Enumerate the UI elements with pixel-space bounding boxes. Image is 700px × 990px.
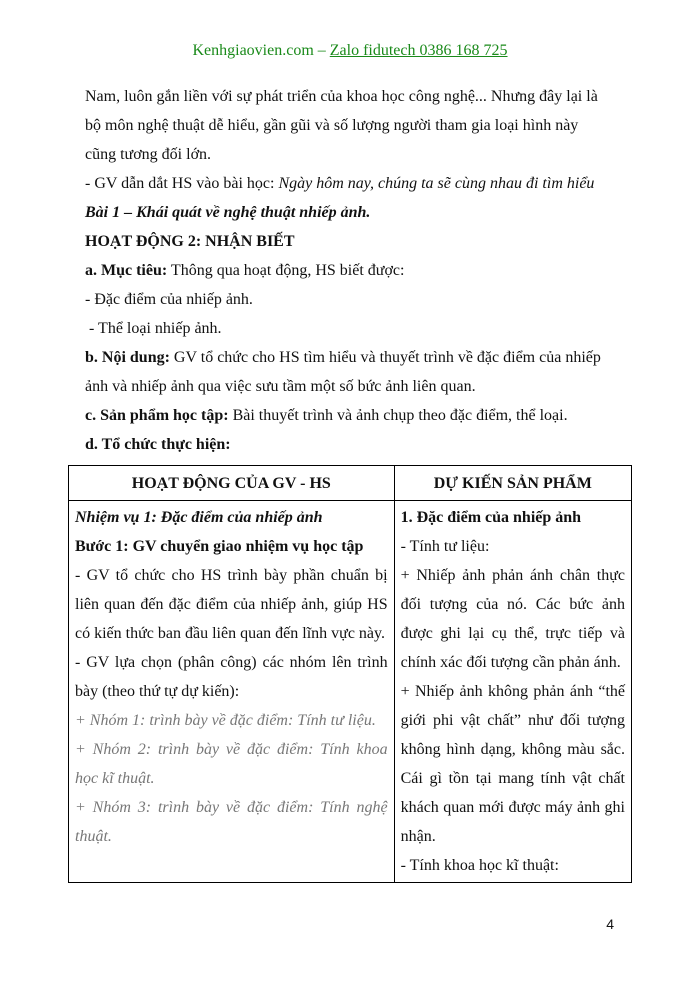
cell-activity <box>69 501 395 883</box>
objective <box>85 256 630 285</box>
cell-product <box>394 501 631 883</box>
page-number: 4 <box>606 916 614 932</box>
content-line-2: ảnh và nhiếp ảnh qua việc sưu tầm một số bức ảnh liên quan. <box>85 378 476 395</box>
gv-intro-prefix: - GV dẫn dắt HS vào bài học: <box>85 175 279 192</box>
product <box>85 401 630 430</box>
organization-label: d. Tổ chức thực hiện: <box>85 436 231 453</box>
step-title: Bước 1: GV chuyển giao nhiệm vụ học tập <box>75 538 364 555</box>
intro-line-3: cũng tương đối lớn. <box>85 146 212 163</box>
col-header-product: DỰ KIẾN SẢN PHẨM <box>394 466 631 501</box>
group-1: + Nhóm 1: trình bày về đặc điểm: Tính tư liệu. <box>75 712 376 729</box>
group-3: + Nhóm 3: trình bày về đặc điểm: Tính nghệ thuật. <box>75 799 388 845</box>
activity-table <box>68 465 632 883</box>
intro-line-1: Nam, luôn gắn liền với sự phát triển của khoa học công nghệ... Nhưng đây lại là <box>85 88 598 105</box>
left-paragraph-1: - GV tổ chức cho HS trình bày phần chuẩn bị liên quan đến đặc điểm của nhiếp ảnh, giúp HS có kiến thức ban đầu liên quan đến lĩnh vực này. <box>75 567 388 642</box>
objective-item-1: - Đặc điểm của nhiếp ảnh. <box>85 291 253 308</box>
page-header <box>0 42 700 60</box>
header-zalo[interactable]: Zalo fidutech 0386 168 725 <box>329 42 508 59</box>
right-paragraph-2: + Nhiếp ảnh phản ánh chân thực đối tượng của nó. Các bức ảnh được ghi lại cụ thể, trực tiếp và chính xác đối tượng cần phản ánh. <box>400 567 625 671</box>
objective-label: a. Mục tiêu: <box>85 262 168 279</box>
content-label: b. Nội dung: <box>85 349 170 366</box>
intro-line-2: bộ môn nghệ thuật dễ hiểu, gần gũi và số lượng người tham gia loại hình này <box>85 117 579 134</box>
document-body <box>85 82 630 459</box>
product-text: Bài thuyết trình và ảnh chụp theo đặc điểm, thể loại. <box>228 407 568 424</box>
product-title: 1. Đặc điểm của nhiếp ảnh <box>400 509 582 526</box>
content-text: GV tổ chức cho HS tìm hiểu và thuyết trình về đặc điểm của nhiếp <box>169 349 601 366</box>
header-separator: – <box>317 42 326 59</box>
left-paragraph-2: - GV lựa chọn (phân công) các nhóm lên trình bày (theo thứ tự dự kiến): <box>75 654 388 700</box>
content <box>85 343 630 372</box>
right-paragraph-1: - Tính tư liệu: <box>400 538 490 555</box>
right-paragraph-3: + Nhiếp ảnh không phản ánh “thế giới phi vật chất” như đối tượng không hình dạng, không màu sắc. Cái gì tồn tại mang tính vật chất khách quan mới được máy ảnh ghi nhận. <box>400 683 625 845</box>
objective-item-2: - Thể loại nhiếp ảnh. <box>85 320 222 337</box>
activity-heading: HOẠT ĐỘNG 2: NHẬN BIẾT <box>85 233 295 250</box>
header-site: Kenhgiaovien.com <box>192 42 314 59</box>
table-header-row <box>69 466 632 501</box>
right-paragraph-4: - Tính khoa học kĩ thuật: <box>400 857 559 874</box>
lesson-title: Bài 1 – Khái quát về nghệ thuật nhiếp ảnh. <box>85 204 371 221</box>
col-header-activity: HOẠT ĐỘNG CỦA GV - HS <box>69 466 395 501</box>
product-label: c. Sản phẩm học tập: <box>85 407 229 424</box>
gv-intro-italic: Ngày hôm nay, chúng ta sẽ cùng nhau đi tìm hiểu <box>278 175 595 192</box>
task-title: Nhiệm vụ 1: Đặc điểm của nhiếp ảnh <box>75 509 323 526</box>
gv-intro <box>85 169 630 198</box>
table-row <box>69 501 632 883</box>
objective-text: Thông qua hoạt động, HS biết được: <box>167 262 405 279</box>
group-2: + Nhóm 2: trình bày về đặc điểm: Tính khoa học kĩ thuật. <box>75 741 388 787</box>
